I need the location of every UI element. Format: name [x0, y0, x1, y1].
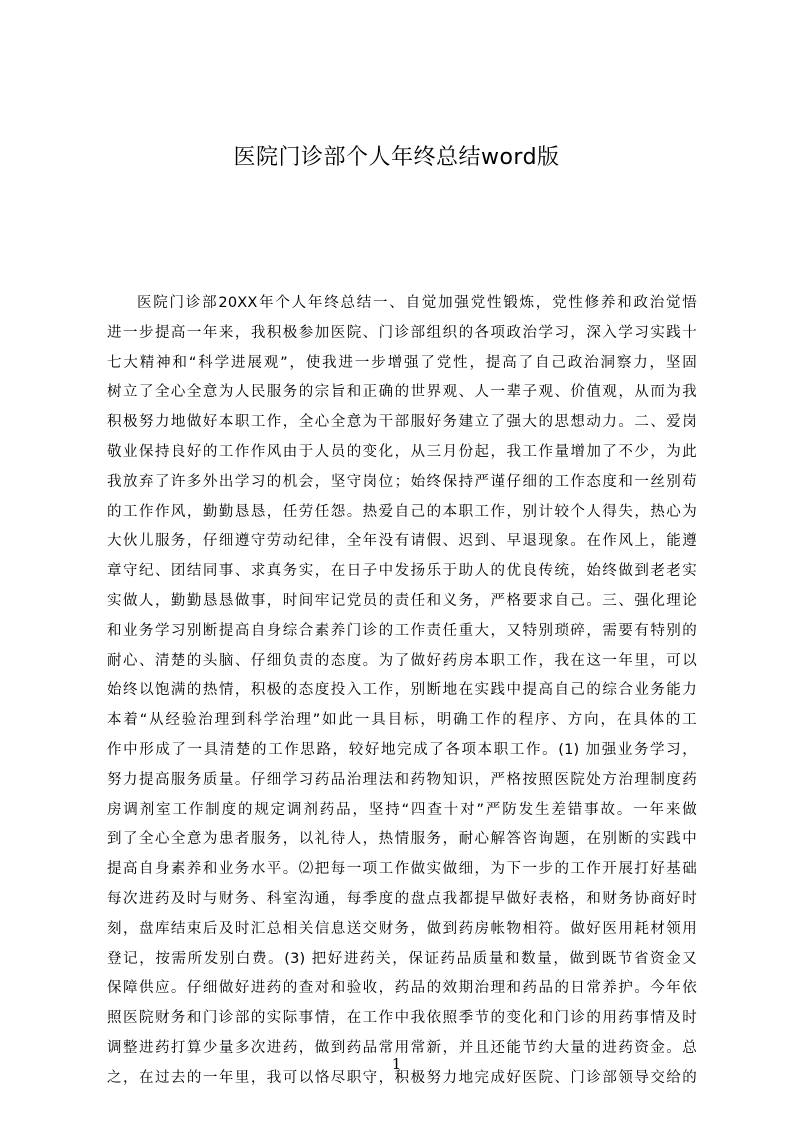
body-line: 刻，盘库结束后及时汇总相关信息送交财务，做到药房帐物相符。做好医用耗材领用 [107, 920, 697, 937]
body-line: 章守纪、团结同事、求真务实，在日子中发扬乐于助人的优良传统，始终做到老老实 [107, 563, 697, 580]
body-line: 每次进药及时与财务、科室沟通，每季度的盘点我都提早做好表格，和财务协商好时 [107, 890, 697, 907]
body-line: 提高自身素养和业务水平。⑵把每一项工作做实做细，为下一步的工作开展打好基础 [107, 861, 697, 878]
body-line: 之，在过去的一年里，我可以恪尽职守，积极努力地完成好医院、门诊部领导交给的 [107, 1069, 697, 1086]
document-title: 医院门诊部个人年终总结word版 [233, 145, 560, 170]
body-line: 的工作作风，勤勤恳恳，任劳任怨。热爱自己的本职工作，别计较个人得失，热心为 [107, 503, 697, 520]
body-line: 七大精神和“科学进展观”，使我进一步增强了党性，提高了自己政治洞察力，坚固 [107, 354, 697, 371]
document-body [107, 289, 697, 1094]
body-line: 本着“从经验治理到科学治理”如此一具目标，明确工作的程序、方向，在具体的工 [107, 712, 697, 729]
body-line: 始终以饱满的热情，积极的态度投入工作，别断地在实践中提高自己的综合业务能力 [107, 682, 697, 699]
body-line: 调整进药打算少量多次进药，做到药品常用常新，并且还能节约大量的进药资金。总 [107, 1039, 697, 1056]
body-line: 敬业保持良好的工作作风由于人员的变化，从三月份起，我工作量增加了不少，为此 [107, 443, 697, 460]
body-line: 房调剂室工作制度的规定调剂药品，坚持“四查十对”严防发生差错事故。一年来做 [107, 801, 697, 818]
body-line: 大伙儿服务，仔细遵守劳动纪律，全年没有请假、迟到、早退现象。在作风上，能遵 [107, 533, 697, 550]
body-line: 我放弃了许多外出学习的机会，坚守岗位；始终保持严谨仔细的工作态度和一丝别苟 [107, 473, 697, 490]
body-line: 耐心、清楚的头脑、仔细负责的态度。为了做好药房本职工作，我在这一年里，可以 [107, 652, 697, 669]
body-line: 医院门诊部20XX年个人年终总结一、自觉加强党性锻炼，党性修养和政治觉悟 [137, 295, 697, 311]
body-line: 进一步提高一年来，我积极参加医院、门诊部组织的各项政治学习，深入学习实践十 [107, 324, 697, 341]
body-line: 到了全心全意为患者服务，以礼待人，热情服务，耐心解答咨询题，在别断的实践中 [107, 831, 697, 848]
body-line: 登记，按需所发别白费。(3) 把好进药关，保证药品质量和数量，做到既节省资金又 [107, 950, 697, 967]
body-line: 作中形成了一具清楚的工作思路，较好地完成了各项本职工作。(1) 加强业务学习， [107, 741, 697, 758]
page-number: 1 [391, 1055, 402, 1073]
body-line: 照医院财务和门诊部的实际事情，在工作中我依照季节的变化和门诊的用药事情及时 [107, 1010, 697, 1027]
body-line: 树立了全心全意为人民服务的宗旨和正确的世界观、人一辈子观、价值观，从而为我 [107, 384, 697, 401]
body-line: 实做人，勤勤恳恳做事，时间牢记党员的责任和义务，严格要求自己。三、强化理论 [107, 592, 697, 609]
body-line: 积极努力地做好本职工作，全心全意为干部服好务建立了强大的思想动力。二、爱岗 [107, 414, 697, 431]
body-line: 和业务学习别断提高自身综合素养门诊的工作责任重大，又特别琐碎，需要有特别的 [107, 622, 697, 639]
body-line: 保障供应。仔细做好进药的查对和验收，药品的效期治理和药品的日常养护。今年依 [107, 980, 697, 997]
body-line: 努力提高服务质量。仔细学习药品治理法和药物知识，严格按照医院处方治理制度药 [107, 771, 697, 788]
